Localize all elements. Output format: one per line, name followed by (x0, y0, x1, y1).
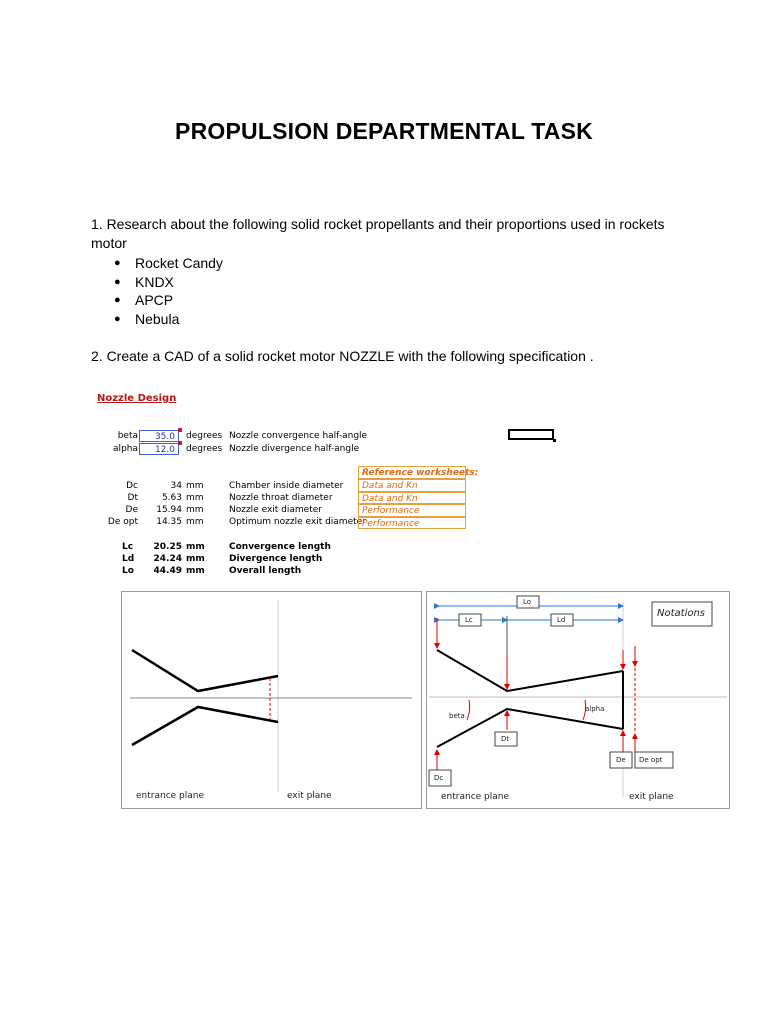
lo-value: 44.49 (153, 566, 182, 575)
dt-desc: Nozzle throat diameter (229, 493, 333, 503)
ld-value: 24.24 (153, 554, 182, 564)
task-2-text: 2. Create a CAD of a solid rocket motor NOZZLE with the following specification . (91, 348, 594, 364)
lo-unit: mm (186, 566, 205, 575)
nozzle-diagram-notations (426, 591, 730, 809)
lc-unit: mm (186, 542, 205, 552)
entrance-plane-label: entrance plane (441, 792, 510, 802)
dc-desc: Chamber inside diameter (229, 481, 344, 491)
beta-tag: beta (449, 712, 465, 720)
list-item: ● Rocket Candy (114, 255, 223, 271)
task-1-text: 1. Research about the following solid rocket propellants and their proportions used in rockets motor (91, 216, 665, 251)
propellant-list (110, 254, 223, 329)
notations-label: Notations (657, 608, 706, 619)
ld-tag: Ld (557, 616, 566, 624)
lo-label: Lo (122, 566, 134, 575)
dt-label: Dt (127, 493, 138, 503)
lc-label: Lc (122, 542, 134, 552)
ld-unit: mm (186, 554, 205, 564)
nozzle-diagram-simple (121, 591, 422, 809)
de-opt-tag: De opt (639, 756, 663, 764)
lc-tag: Lc (465, 616, 473, 624)
list-item: ● Nebula (114, 311, 180, 328)
de-opt-desc: Optimum nozzle exit diameter (229, 517, 366, 527)
de-opt-value: 14.35 (156, 517, 182, 527)
exit-plane-label: exit plane (629, 792, 674, 802)
de-ref-link[interactable]: Performance (358, 504, 466, 517)
page-title: PROPULSION DEPARTMENTAL TASK (175, 118, 593, 144)
bullet-icon: ● (114, 257, 121, 269)
alpha-label: alpha (113, 444, 138, 454)
reference-header: Reference worksheets: (358, 466, 466, 479)
list-item: ● KNDX (114, 273, 174, 290)
dc-ref-link[interactable]: Data and Kn (358, 479, 466, 492)
ld-desc: Divergence length (229, 554, 323, 564)
entrance-plane-label: entrance plane (136, 791, 205, 801)
dc-value: 34 (170, 481, 182, 491)
de-value: 15.94 (156, 505, 182, 515)
list-item: ● APCP (114, 292, 174, 309)
de-opt-unit: mm (186, 517, 204, 527)
bullet-icon: ● (114, 313, 121, 326)
dt-ref-link[interactable]: Data and Kn (358, 492, 466, 505)
beta-input[interactable]: 35.0 (139, 430, 179, 442)
beta-unit: degrees (186, 431, 223, 441)
nozzle-profile-drawing (122, 592, 423, 810)
lo-desc: Overall length (229, 566, 302, 575)
dt-unit: mm (186, 493, 204, 503)
exit-plane-label: exit plane (287, 791, 332, 801)
nozzle-notation-drawing (427, 592, 731, 810)
dt-value: 5.63 (161, 493, 182, 503)
de-label: De (125, 505, 138, 515)
dc-tag: Dc (434, 774, 444, 782)
de-unit: mm (186, 505, 204, 515)
de-tag: De (616, 756, 626, 764)
alpha-unit: degrees (186, 444, 223, 454)
alpha-desc: Nozzle divergence half-angle (229, 444, 360, 454)
dt-tag: Dt (501, 735, 510, 743)
de-opt-ref-link[interactable]: Performance (358, 517, 466, 530)
bullet-icon: ● (114, 275, 121, 288)
lo-tag: Lo (523, 598, 532, 606)
de-desc: Nozzle exit diameter (229, 505, 322, 515)
lc-value: 20.25 (153, 542, 182, 552)
dc-unit: mm (186, 481, 204, 491)
nozzle-design-title: Nozzle Design (97, 393, 177, 404)
ld-label: Ld (122, 554, 135, 564)
alpha-input[interactable]: 12.0 (139, 443, 179, 455)
beta-label: beta (117, 431, 138, 441)
de-opt-label: De opt (107, 517, 138, 527)
lc-desc: Convergence length (229, 542, 331, 552)
cell-selection-box (508, 429, 554, 440)
beta-desc: Nozzle convergence half-angle (229, 431, 368, 441)
bullet-icon: ● (114, 294, 121, 307)
alpha-tag: alpha (585, 705, 605, 713)
dc-label: Dc (126, 481, 138, 491)
